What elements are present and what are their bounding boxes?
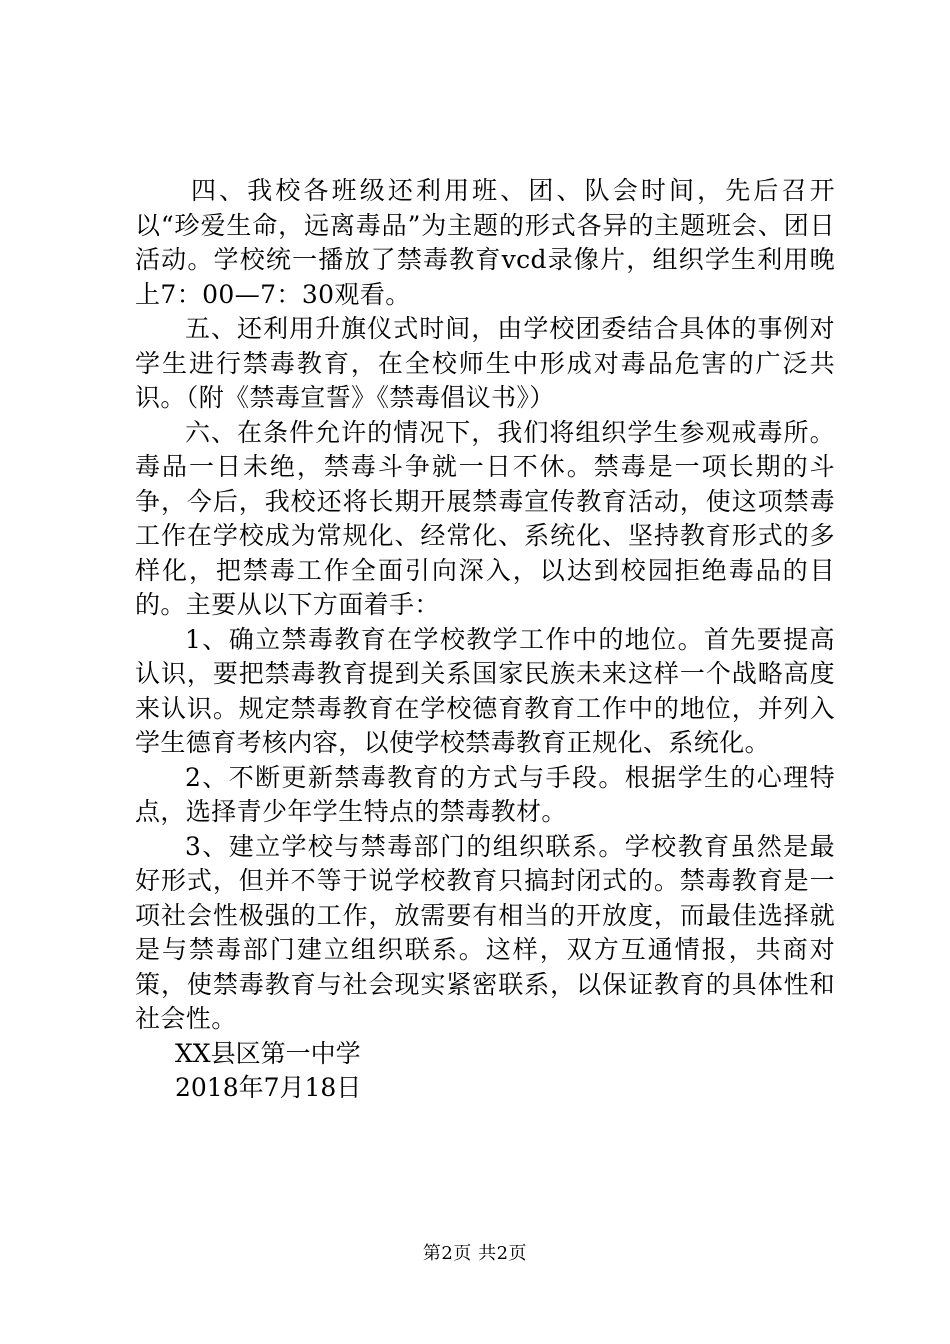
page-footer-indicator: 第2页 共2页: [422, 1243, 528, 1264]
signature-organization: XX县区第一中学: [175, 1038, 361, 1068]
paragraph-item-5: 五、还利用升旗仪式时间，由学校团委结合具体的事例对学生进行禁毒教育，在全校师生中形成对毒品危害的广泛共识。（附《禁毒宣誓》《禁毒倡议书》）: [135, 314, 835, 412]
paragraph-item-4: 四、我校各班级还利用班、团、队会时间，先后召开以“珍爱生命，远离毒品”为主题的形式各异的主题班会、团日活动。学校统一播放了禁毒教育vcd录像片，组织学生利用晚上7：00—7：30观看。: [135, 176, 835, 309]
paragraph-sub-3: 3、建立学校与禁毒部门的组织联系。学校教育虽然是最好形式，但并不等于说学校教育只搞封闭式的。禁毒教育是一项社会性极强的工作，放需要有相当的开放度，而最佳选择就是与禁毒部门建立组织联系。这样，双方互通情报，共商对策，使禁毒教育与社会现实紧密联系，以保证教育的具体性和社会性。: [135, 831, 835, 1033]
paragraph-sub-1: 1、确立禁毒教育在学校教学工作中的地位。首先要提高认识，要把禁毒教育提到关系国家民族未来这样一个战略高度来认识。规定禁毒教育在学校德育教育工作中的地位，并列入学生德育考核内容，以使学校禁毒教育正规化、系统化。: [135, 624, 835, 757]
signature-date: 2018年7月18日: [175, 1073, 362, 1102]
paragraph-item-6: 六、在条件允许的情况下，我们将组织学生参观戒毒所。毒品一日未绝，禁毒斗争就一日不休。禁毒是一项长期的斗争，今后，我校还将长期开展禁毒宣传教育活动，使这项禁毒工作在学校成为常规化、经常化、系统化、坚持教育形式的多样化，把禁毒工作全面引向深入，以达到校园拒绝毒品的目的。主要从以下方面着手：: [135, 417, 835, 619]
paragraph-sub-2: 2、不断更新禁毒教育的方式与手段。根据学生的心理特点，选择青少年学生特点的禁毒教材。: [135, 762, 835, 826]
document-body: [135, 174, 835, 1106]
